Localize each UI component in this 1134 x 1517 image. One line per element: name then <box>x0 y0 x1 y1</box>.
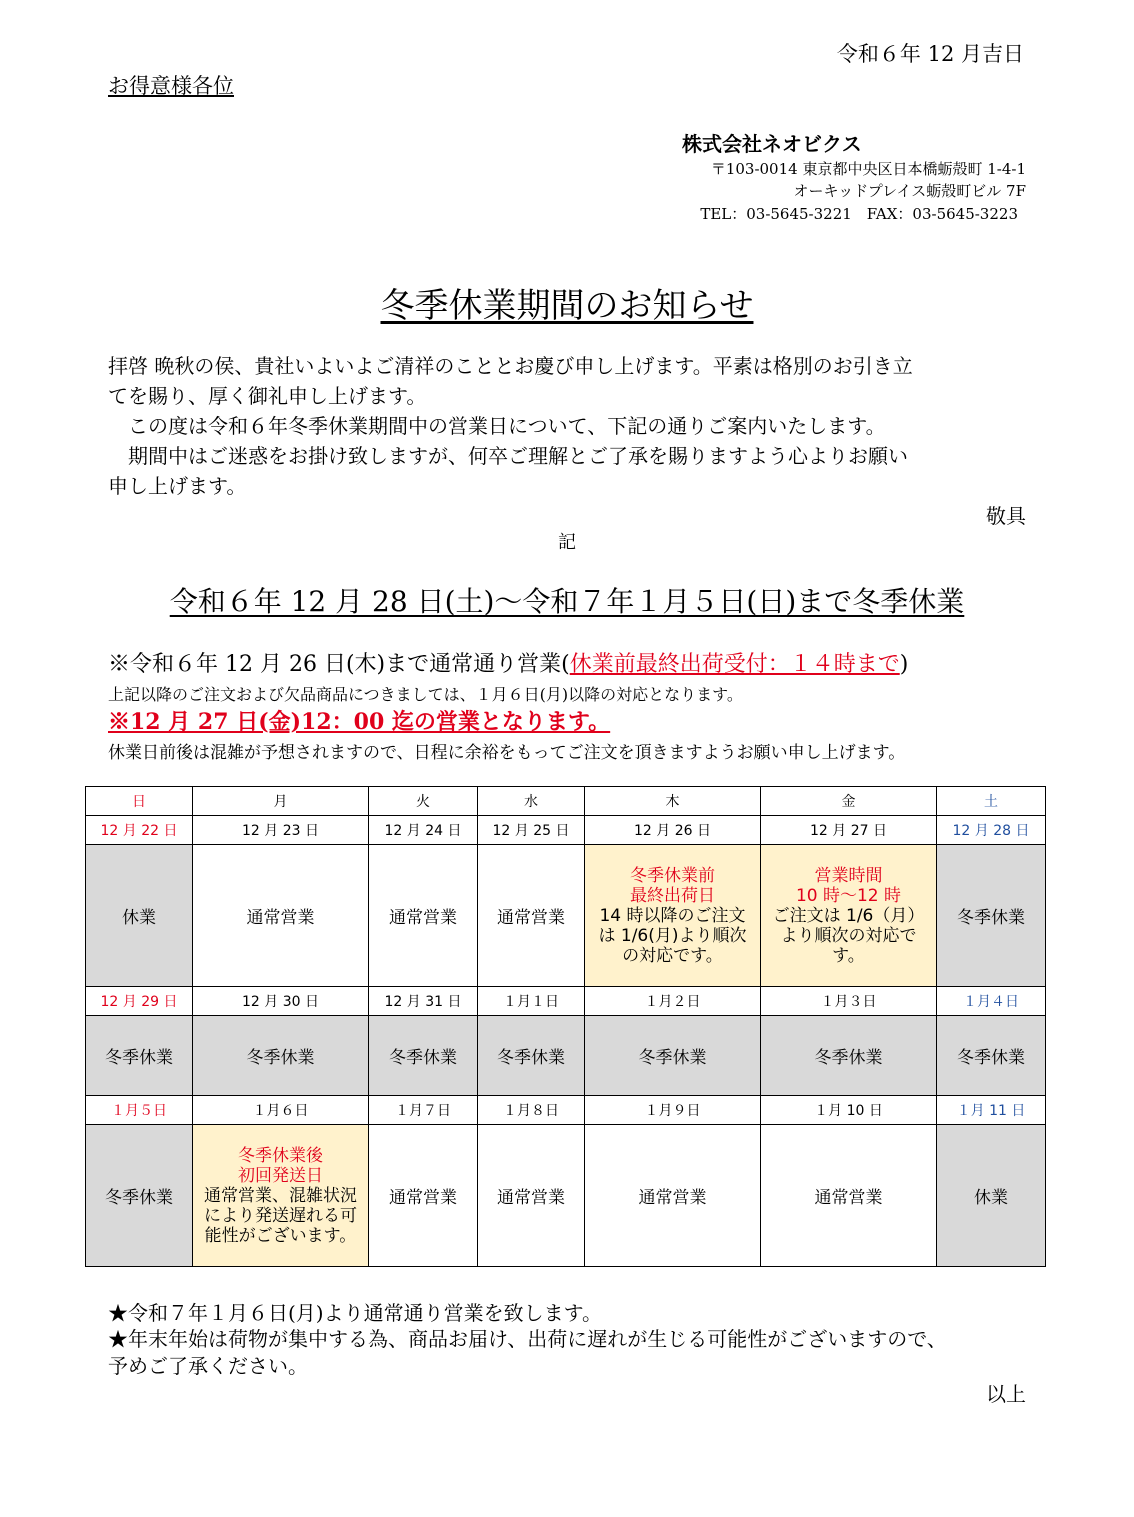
address-line-1: 〒103-0014 東京都中央区日本橋蛎殻町 1-4-1 <box>710 160 1026 178</box>
status-cell: 通常営業 <box>478 845 585 987</box>
status-cell: 休業 <box>86 845 193 987</box>
body-line-2: てを賜り、厚く御礼申し上げます。 <box>108 384 427 408</box>
last-shipping-cutoff: 休業前最終出荷受付：１４時まで <box>569 652 900 677</box>
page-title <box>0 278 1134 327</box>
date-cell: 12 月 23 日 <box>193 816 369 845</box>
status-cell: 冬季休業 <box>761 1016 937 1096</box>
body-line-1: 拝啓 晩秋の侯、貴社いよいよご清祥のこととお慶び申し上げます。平素は格別のお引き立 <box>108 354 913 378</box>
date-cell: １月５日 <box>86 1096 193 1125</box>
footer-line-2: ★年末年始は荷物が集中する為、商品お届け、出荷に遅れが生じる可能性がございますので、 <box>108 1327 947 1351</box>
date-cell: 12 月 22 日 <box>86 816 193 845</box>
status-cell: 通常営業 <box>761 1125 937 1267</box>
date-cell: １月 11 日 <box>937 1096 1046 1125</box>
week1-status-row <box>86 845 1046 987</box>
week2-status-row <box>86 1016 1046 1096</box>
date-cell: １月３日 <box>761 987 937 1016</box>
normal-suffix: ) <box>899 652 909 677</box>
status-cell: 冬季休業 <box>585 1016 761 1096</box>
status-cell: 冬季休業 <box>193 1016 369 1096</box>
recipient: お得意様各位 <box>108 74 234 98</box>
status-cell: 冬季休業 <box>937 845 1046 987</box>
date-cell: 12 月 30 日 <box>193 987 369 1016</box>
first-shipping-day-note <box>193 1125 369 1267</box>
date-cell: １月 10 日 <box>761 1096 937 1125</box>
last-shipping-day-note <box>585 845 761 987</box>
status-cell: 通常営業 <box>478 1125 585 1267</box>
holiday-period <box>0 580 1134 620</box>
address-line-2: オーキッドプレイス蛎殻町ビル 7F <box>793 182 1026 200</box>
weekday-sat: 土 <box>937 787 1046 816</box>
weekday-mon: 月 <box>193 787 369 816</box>
status-cell: 休業 <box>937 1125 1046 1267</box>
date-cell: 12 月 25 日 <box>478 816 585 845</box>
company-name: 株式会社ネオビクス <box>682 132 862 156</box>
closing-keigu: 敬具 <box>986 504 1026 528</box>
status-cell: 通常営業 <box>585 1125 761 1267</box>
business-calendar <box>85 786 1046 1267</box>
status-cell: 冬季休業 <box>937 1016 1046 1096</box>
status-cell: 通常営業 <box>369 845 478 987</box>
status-cell: 冬季休業 <box>369 1016 478 1096</box>
status-cell: 冬季休業 <box>86 1016 193 1096</box>
status-cell: 通常営業 <box>369 1125 478 1267</box>
date-cell: １月２日 <box>585 987 761 1016</box>
date-cell: １月６日 <box>193 1096 369 1125</box>
date-cell: 12 月 31 日 <box>369 987 478 1016</box>
date-cell: １月７日 <box>369 1096 478 1125</box>
weekday-tue: 火 <box>369 787 478 816</box>
note-text: ご注文は 1/6（月） より順次の対応で す。 <box>772 905 925 966</box>
date-cell: 12 月 24 日 <box>369 816 478 845</box>
weekday-wed: 水 <box>478 787 585 816</box>
date-cell: 12 月 29 日 <box>86 987 193 1016</box>
business-hours-note <box>761 845 937 987</box>
dec27-notice: ※12 月 27 日(金)12：00 迄の営業となります。 <box>108 709 611 735</box>
status-cell: 冬季休業 <box>86 1125 193 1267</box>
note-highlight: 冬季休業後 初回発送日 <box>238 1145 323 1186</box>
body-line-5: 申し上げます。 <box>108 474 247 498</box>
page-title-text: 冬季休業期間のお知らせ <box>380 286 754 326</box>
footer-line-1: ★令和７年１月６日(月)より通常通り営業を致します。 <box>108 1301 603 1325</box>
body-line-4: 期間中はご迷惑をお掛け致しますが、何卒ご理解とご了承を賜りますよう心よりお願い <box>108 444 908 468</box>
weekday-header-row <box>86 787 1046 816</box>
date-cell: １月９日 <box>585 1096 761 1125</box>
note-text: 通常営業、混雑状況 により発送遅れる可 能性がございます。 <box>204 1185 357 1246</box>
after-order-notice: 上記以降のご注文および欠品商品につきましては、１月６日(月)以降の対応となります。 <box>108 685 743 704</box>
weekday-sun: 日 <box>86 787 193 816</box>
date-cell: １月８日 <box>478 1096 585 1125</box>
weekday-fri: 金 <box>761 787 937 816</box>
week3-date-row <box>86 1096 1046 1125</box>
weekday-thu: 木 <box>585 787 761 816</box>
week3-status-row <box>86 1125 1046 1267</box>
date-cell: １月４日 <box>937 987 1046 1016</box>
week1-date-row <box>86 816 1046 845</box>
crowding-notice: 休業日前後は混雑が予想されますので、日程に余裕をもってご注文を頂きますようお願い申し上げます。 <box>108 743 906 763</box>
date-cell: 12 月 28 日 <box>937 816 1046 845</box>
note-text: 14 時以降のご注文 は 1/6(月)より順次 の対応です。 <box>598 905 747 966</box>
normal-prefix: ※令和６年 12 月 26 日(木)まで通常通り営業( <box>108 652 570 677</box>
body-line-3: この度は令和６年冬季休業期間中の営業日について、下記の通りご案内いたします。 <box>108 414 886 438</box>
status-cell: 通常営業 <box>193 845 369 987</box>
issue-date: 令和６年 12 月吉日 <box>836 42 1024 66</box>
date-cell: 12 月 26 日 <box>585 816 761 845</box>
holiday-period-text: 令和６年 12 月 28 日(土)～令和７年１月５日(日)まで冬季休業 <box>169 585 965 618</box>
normal-business-notice <box>108 647 908 678</box>
note-highlight: 冬季休業前 最終出荷日 <box>630 865 715 906</box>
ki-mark: 記 <box>558 532 576 553</box>
date-cell: １月１日 <box>478 987 585 1016</box>
footer-line-3: 予めご了承ください。 <box>108 1354 308 1378</box>
tel-fax: TEL：03-5645-3221 FAX：03-5645-3223 <box>700 205 1018 223</box>
closing-ijo: 以上 <box>986 1382 1026 1406</box>
status-cell: 冬季休業 <box>478 1016 585 1096</box>
date-cell: 12 月 27 日 <box>761 816 937 845</box>
note-highlight: 営業時間 10 時～12 時 <box>795 865 902 906</box>
week2-date-row <box>86 987 1046 1016</box>
